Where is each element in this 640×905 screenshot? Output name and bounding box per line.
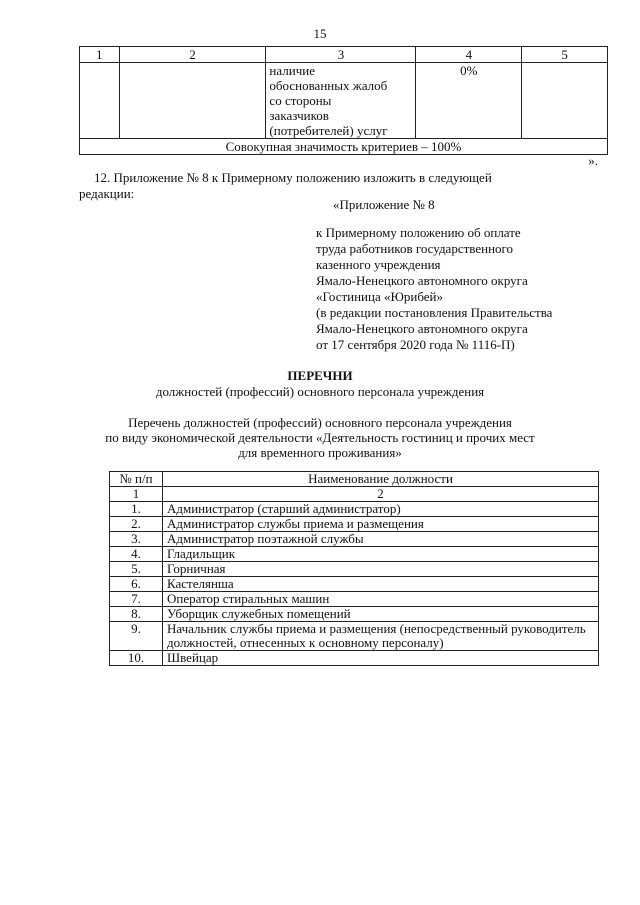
- criteria-text-line: со стороны: [269, 93, 332, 108]
- row-name: Начальник службы приема и размещения (непосредственный руководитель должностей, отнесенных к основному персоналу): [163, 622, 599, 651]
- criteria-table-header-row: [80, 47, 608, 63]
- criteria-text-line: (потребителей) услуг: [269, 123, 388, 138]
- appendix-line: «Гостиница «Юрибей»: [316, 289, 443, 304]
- row-num: 6.: [110, 577, 163, 592]
- criteria-col-header-2: 2: [119, 47, 266, 63]
- positions-header-row: [110, 472, 599, 487]
- list-subtitle: должностей (профессий) основного персонала учреждения: [155, 384, 485, 399]
- row-num: 9.: [110, 622, 163, 651]
- criteria-col-header-4: 4: [416, 47, 522, 63]
- row-num: 5.: [110, 562, 163, 577]
- table-row: [110, 622, 599, 651]
- criteria-table-row: [80, 63, 608, 139]
- criteria-total: Совокупная значимость критериев – 100%: [80, 139, 608, 155]
- row-name: Оператор стиральных машин: [163, 592, 599, 607]
- table-row: [110, 651, 599, 666]
- table-row: [110, 517, 599, 532]
- row-num: 2.: [110, 517, 163, 532]
- criteria-total-row: [80, 139, 608, 155]
- appendix-line: казенного учреждения: [316, 257, 441, 272]
- row-num: 7.: [110, 592, 163, 607]
- table-row: [110, 577, 599, 592]
- table-row: [110, 532, 599, 547]
- row-num: 3.: [110, 532, 163, 547]
- positions-index-row: [110, 487, 599, 502]
- appendix-line: Ямало-Ненецкого автономного округа: [316, 321, 528, 336]
- criteria-text-line: обоснованных жалоб: [269, 78, 388, 93]
- table-row: [110, 562, 599, 577]
- appendix-line: Ямало-Ненецкого автономного округа: [316, 273, 528, 288]
- row-name: Уборщик служебных помещений: [163, 607, 599, 622]
- index-name: 2: [163, 487, 599, 502]
- index-num: 1: [110, 487, 163, 502]
- list-description-line: Перечень должностей (профессий) основного персонала учреждения: [128, 415, 512, 430]
- row-num: 1.: [110, 502, 163, 517]
- row-name: Администратор службы приема и размещения: [163, 517, 599, 532]
- criteria-text-line: заказчиков: [269, 108, 329, 123]
- criteria-text-line: наличие: [269, 63, 315, 78]
- row-name: Швейцар: [163, 651, 599, 666]
- row-name: Администратор поэтажной службы: [163, 532, 599, 547]
- row-name: Администратор (старший администратор): [163, 502, 599, 517]
- appendix-line: (в редакции постановления Правительства: [316, 305, 553, 320]
- row-name: Кастелянша: [163, 577, 599, 592]
- header-num: № п/п: [110, 472, 163, 487]
- list-description-line: по виду экономической деятельности «Деятельность гостиниц и прочих мест: [105, 430, 535, 445]
- appendix-subheading: [316, 225, 552, 353]
- list-description: [0, 415, 640, 460]
- page-number: 15: [313, 26, 327, 41]
- table-row: [110, 547, 599, 562]
- criteria-col-header-3: 3: [266, 47, 416, 63]
- row-num: 10.: [110, 651, 163, 666]
- criteria-cell-5: [522, 63, 608, 139]
- table-row: [110, 607, 599, 622]
- criteria-cell-3: [266, 63, 416, 139]
- item-12-line-2: редакции:: [79, 186, 135, 201]
- header-name: Наименование должности: [163, 472, 599, 487]
- criteria-cell-4: 0%: [416, 63, 522, 139]
- positions-table: [109, 471, 599, 666]
- table-row: [110, 502, 599, 517]
- appendix-line: от 17 сентября 2020 года № 1116-П): [316, 337, 515, 352]
- row-name: Гладильщик: [163, 547, 599, 562]
- row-num: 4.: [110, 547, 163, 562]
- item-12-line-1: 12. Приложение № 8 к Примерному положению изложить в следующей: [94, 170, 492, 185]
- criteria-cell-2: [119, 63, 266, 139]
- list-title: ПЕРЕЧНИ: [287, 368, 353, 383]
- criteria-table: [79, 46, 608, 155]
- criteria-cell-1: [80, 63, 120, 139]
- criteria-col-header-5: 5: [522, 47, 608, 63]
- table-row: [110, 592, 599, 607]
- row-name: Горничная: [163, 562, 599, 577]
- closing-quote: ».: [588, 153, 598, 168]
- appendix-line: к Примерному положению об оплате: [316, 225, 521, 240]
- row-num: 8.: [110, 607, 163, 622]
- list-description-line: для временного проживания»: [238, 445, 402, 460]
- criteria-col-header-1: 1: [80, 47, 120, 63]
- appendix-heading: «Приложение № 8: [333, 197, 435, 212]
- appendix-line: труда работников государственного: [316, 241, 514, 256]
